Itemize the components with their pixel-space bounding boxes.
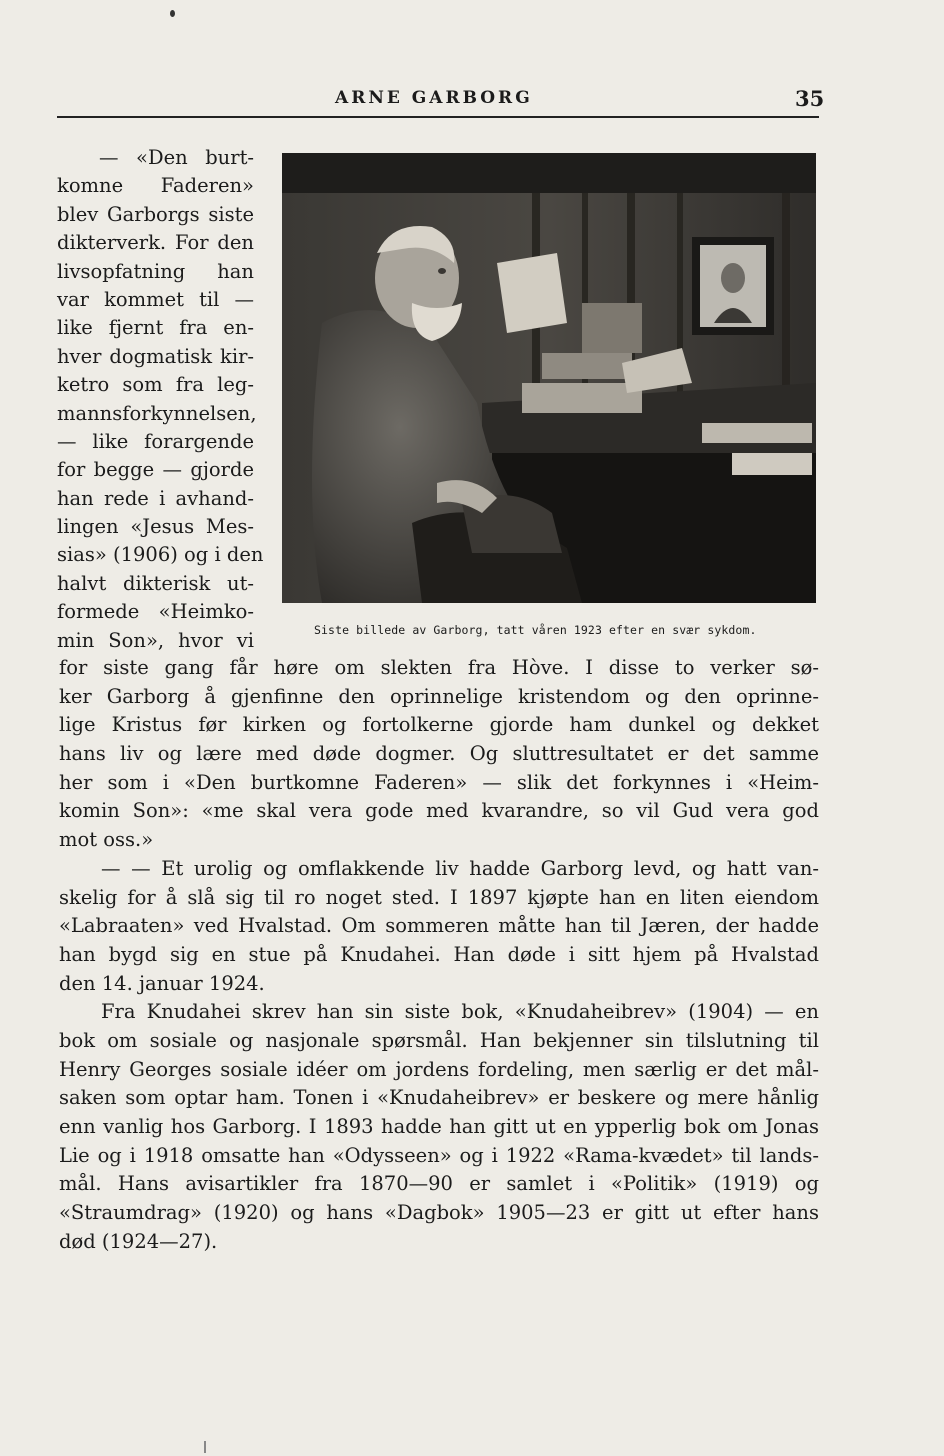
photo-caption: Siste billede av Garborg, tatt våren 1923 efter en svær sykdom.	[314, 623, 757, 637]
body-line: for siste gang får høre om slekten fra Hòve. I disse to verker sø-	[59, 656, 819, 679]
side-line: dikterverk. For den	[57, 231, 254, 255]
body-line: død (1924—27).	[59, 1229, 218, 1253]
body-line: Henry Georges sosiale idéer om jordens fordeling, men særlig er det mål-	[59, 1057, 819, 1081]
side-line: hver dogmatisk kir-	[57, 344, 254, 368]
margin-mark	[204, 1441, 206, 1453]
main-text	[59, 654, 819, 1256]
body-line: den 14. januar 1924.	[59, 971, 265, 995]
body-line: ker Garborg å gjenfinne den oprinnelige kristendom og den oprinne-	[59, 684, 819, 708]
body-line: enn vanlig hos Garborg. I 1893 hadde han gitt ut en ypperlig bok om Jonas	[59, 1115, 819, 1138]
side-line: var kommet til —	[57, 287, 254, 311]
side-column-text	[57, 144, 264, 655]
side-line: like fjernt fra en-	[57, 316, 254, 340]
body-line: «Labraaten» ved Hvalstad. Om sommeren måtte han til Jæren, der hadde	[59, 914, 819, 938]
side-line: komne Faderen»	[57, 174, 254, 198]
side-line: lingen «Jesus Mes-	[57, 515, 254, 539]
body-line: skelig for å slå sig til ro noget sted. I 1897 kjøpte han en liten eiendom	[59, 885, 819, 909]
side-line: for begge — gjorde	[57, 458, 254, 482]
portrait-photo	[282, 153, 816, 603]
body-line: han bygd sig en stue på Knudahei. Han døde i sitt hjem på Hvalstad	[59, 942, 819, 966]
body-line: mot oss.»	[59, 828, 154, 852]
body-line: mål. Hans avisartikler fra 1870—90 er samlet i «Politik» (1919) og	[59, 1172, 819, 1196]
body-line: Lie og i 1918 omsatte han «Odysseen» og i 1922 «Rama-kvædet» til lands-	[59, 1143, 819, 1167]
body-line: bok om sosiale og nasjonale spørsmål. Han bekjenner sin tilslutning til	[59, 1028, 819, 1052]
side-line: — like forargende	[57, 429, 254, 453]
side-line: han rede i avhand-	[57, 486, 254, 510]
body-line: her som i «Den burtkomne Faderen» — slik det forkynnes i «Heim-	[59, 770, 819, 794]
photo-illustration	[282, 153, 816, 603]
body-line: komin Son»: «me skal vera gode med kvarandre, so vil Gud vera god	[59, 799, 819, 823]
body-line: hans liv og lære med døde dogmer. Og sluttresultatet er det samme	[59, 742, 819, 766]
body-line: lige Kristus før kirken og fortolkerne gjorde ham dunkel og dekket	[59, 713, 819, 737]
page-number: 35	[795, 86, 825, 111]
side-line: formede «Heimko-	[57, 600, 254, 624]
ink-dot	[170, 10, 175, 17]
body-line: saken som optar ham. Tonen i «Knudaheibrev» er beskere og mere hånlig	[59, 1086, 819, 1110]
side-line: livsopfatning han	[57, 259, 254, 283]
side-line: blev Garborgs siste	[57, 202, 254, 226]
side-line: — «Den burt-	[99, 146, 254, 169]
body-line: Fra Knudahei skrev han sin siste bok, «Knudaheibrev» (1904) — en	[101, 1000, 819, 1024]
side-line: ketro som fra leg-	[57, 373, 254, 397]
header-rule	[57, 116, 819, 118]
body-line: — — Et urolig og omflakkende liv hadde Garborg levd, og hatt van-	[101, 856, 819, 880]
body-line: «Straumdrag» (1920) og hans «Dagbok» 1905—23 er gitt ut efter hans	[59, 1201, 819, 1225]
running-header-title: ARNE GARBORG	[335, 88, 533, 108]
side-line: sias» (1906) og i den	[57, 543, 264, 567]
side-line: min Son», hvor vi	[57, 628, 254, 652]
side-line: mannsforkynnelsen,	[57, 401, 257, 425]
side-line: halvt dikterisk ut-	[57, 571, 254, 595]
